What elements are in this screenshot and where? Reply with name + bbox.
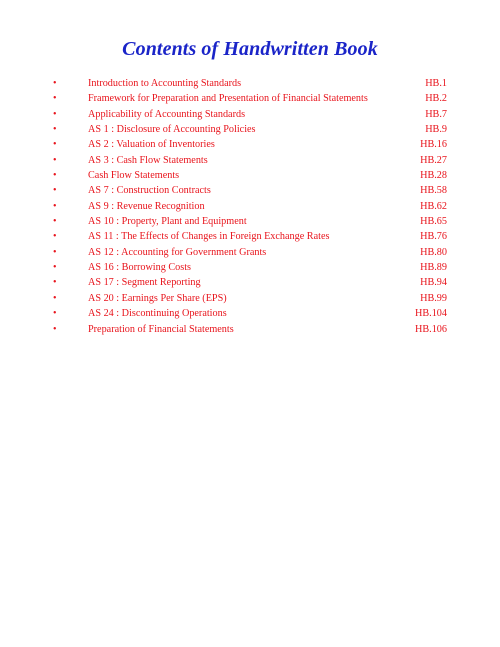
toc-entry-page: HB.89 bbox=[420, 262, 447, 274]
toc-entry-label: Cash Flow Statements bbox=[88, 170, 180, 182]
toc-entry bbox=[0, 306, 500, 321]
toc-entry-page: HB.28 bbox=[420, 170, 447, 182]
toc-entry bbox=[0, 214, 500, 229]
bullet-icon: • bbox=[53, 277, 57, 289]
toc-entry bbox=[0, 122, 500, 137]
bullet-icon: • bbox=[53, 124, 57, 136]
toc-entry-page: HB.99 bbox=[420, 292, 447, 304]
toc-entry-page: HB.106 bbox=[415, 323, 447, 335]
toc-entry-page: HB.76 bbox=[420, 231, 447, 243]
toc-entry-label: Framework for Preparation and Presentation of Financial Statements bbox=[88, 93, 368, 105]
toc-entry-page: HB.80 bbox=[420, 246, 447, 258]
toc-entry-label: AS 24 : Discontinuing Operations bbox=[88, 308, 227, 320]
toc-entry-label: AS 17 : Segment Reporting bbox=[88, 277, 201, 289]
toc-entry-page: HB.65 bbox=[420, 216, 447, 228]
toc-entry bbox=[0, 137, 500, 152]
toc-entry-page: HB.2 bbox=[425, 93, 447, 105]
bullet-icon: • bbox=[53, 139, 57, 151]
toc-entry bbox=[0, 260, 500, 275]
toc-entry-label: AS 7 : Construction Contracts bbox=[88, 185, 211, 197]
toc-entry-page: HB.1 bbox=[425, 78, 447, 89]
bullet-icon: • bbox=[53, 185, 57, 197]
toc-entry bbox=[0, 322, 500, 337]
toc-entry-label: AS 20 : Earnings Per Share (EPS) bbox=[88, 292, 227, 304]
bullet-icon: • bbox=[53, 292, 57, 304]
bullet-icon: • bbox=[53, 170, 57, 182]
toc-entry bbox=[0, 291, 500, 306]
toc-entry-page: HB.16 bbox=[420, 139, 447, 151]
toc-entry-page: HB.27 bbox=[420, 154, 447, 166]
toc-entry bbox=[0, 91, 500, 106]
toc-entry-label: AS 3 : Cash Flow Statements bbox=[88, 154, 208, 166]
bullet-icon: • bbox=[53, 216, 57, 228]
toc-entry-page: HB.9 bbox=[425, 124, 447, 136]
toc-entry-label: Preparation of Financial Statements bbox=[88, 323, 234, 335]
toc-entry bbox=[0, 229, 500, 244]
toc-entry-label: AS 1 : Disclosure of Accounting Policies bbox=[88, 124, 256, 136]
bullet-icon: • bbox=[53, 200, 57, 212]
toc-entry bbox=[0, 107, 500, 122]
toc-entry-label: Introduction to Accounting Standards bbox=[88, 78, 242, 89]
bullet-icon: • bbox=[53, 246, 57, 258]
page-title: Contents of Handwritten Book bbox=[122, 38, 378, 60]
toc-entry-page: HB.104 bbox=[415, 308, 447, 320]
toc-entry bbox=[0, 76, 500, 91]
toc-entry-label: Applicability of Accounting Standards bbox=[88, 108, 246, 120]
toc-entry bbox=[0, 199, 500, 214]
toc-entry-label: AS 10 : Property, Plant and Equipment bbox=[88, 216, 247, 228]
bullet-icon: • bbox=[53, 108, 57, 120]
toc-entry-page: HB.94 bbox=[420, 277, 447, 289]
bullet-icon: • bbox=[53, 78, 57, 89]
toc-entry-label: AS 9 : Revenue Recognition bbox=[88, 200, 205, 212]
toc-entry bbox=[0, 168, 500, 183]
toc-entry-page: HB.58 bbox=[420, 185, 447, 197]
toc-entry-label: AS 12 : Accounting for Government Grants bbox=[88, 246, 267, 258]
toc-entry bbox=[0, 275, 500, 290]
bullet-icon: • bbox=[53, 323, 57, 335]
toc-entry bbox=[0, 183, 500, 198]
table-of-contents bbox=[0, 76, 500, 337]
bullet-icon: • bbox=[53, 308, 57, 320]
bullet-icon: • bbox=[53, 93, 57, 105]
bullet-icon: • bbox=[53, 231, 57, 243]
toc-entry-page: HB.7 bbox=[425, 108, 447, 120]
bullet-icon: • bbox=[53, 262, 57, 274]
toc-entry bbox=[0, 153, 500, 168]
toc-entry-label: AS 16 : Borrowing Costs bbox=[88, 262, 192, 274]
bullet-icon: • bbox=[53, 154, 57, 166]
toc-entry-label: AS 2 : Valuation of Inventories bbox=[88, 139, 215, 151]
toc-entry bbox=[0, 245, 500, 260]
toc-entry-label: AS 11 : The Effects of Changes in Foreign Exchange Rates bbox=[88, 231, 330, 243]
toc-entry-page: HB.62 bbox=[420, 200, 447, 212]
